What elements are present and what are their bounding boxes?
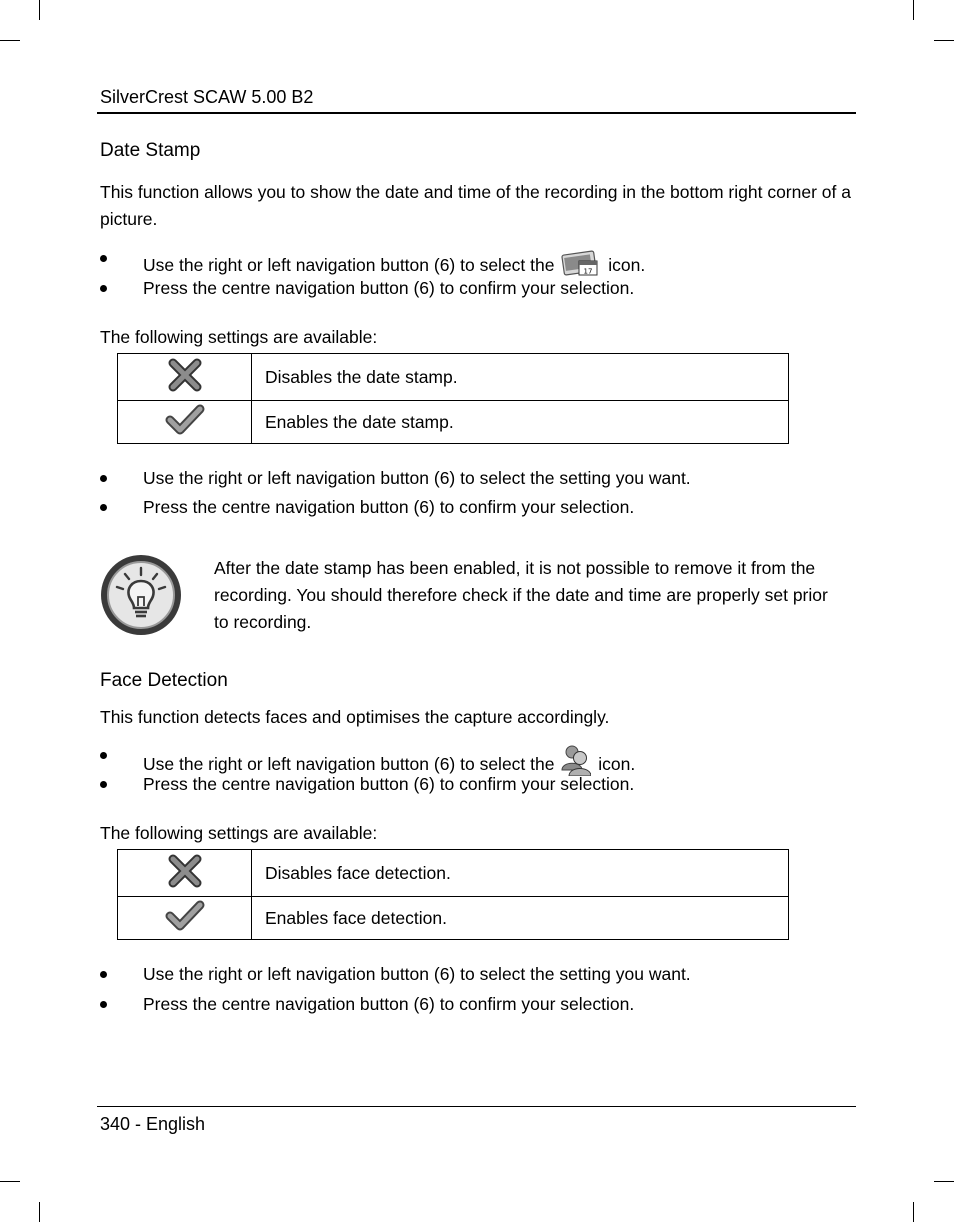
step-text: icon. xyxy=(608,255,646,275)
face-detection-step-4: Press the centre navigation button (6) to confirm your selection. xyxy=(143,994,635,1014)
date-stamp-note: After the date stamp has been enabled, it is not possible to remove it from the recording. You should therefore check if the date and time are properly set prior to recording. xyxy=(214,558,828,632)
bullet xyxy=(100,475,107,482)
bullet xyxy=(100,752,107,759)
section-heading-face-detection: Face Detection xyxy=(100,670,228,691)
bullet xyxy=(100,1001,107,1008)
bullet xyxy=(100,255,107,262)
date-stamp-step-4: Press the centre navigation button (6) to confirm your selection. xyxy=(143,497,635,517)
table-cell-icon xyxy=(118,897,252,940)
table-cell-icon xyxy=(118,850,252,897)
table-cell-label: Enables face detection. xyxy=(252,897,789,940)
table-cell-label: Disables face detection. xyxy=(252,850,789,897)
date-stamp-settings-intro: The following settings are available: xyxy=(100,327,378,347)
table-cell-icon xyxy=(118,354,252,401)
face-detection-step-2: Press the centre navigation button (6) to confirm your selection. xyxy=(143,774,635,794)
table-row xyxy=(118,897,789,940)
face-detection-settings-intro: The following settings are available: xyxy=(100,823,378,843)
check-icon xyxy=(165,403,205,437)
cross-icon xyxy=(165,853,205,889)
date-stamp-step-3: Use the right or left navigation button (6) to select the setting you want. xyxy=(143,468,691,488)
check-icon xyxy=(165,899,205,933)
table-row xyxy=(118,850,789,897)
bullet xyxy=(100,781,107,788)
table-row xyxy=(118,401,789,444)
step-text: Use the right or left navigation button (6) to select the xyxy=(143,255,555,275)
running-header: SilverCrest SCAW 5.00 B2 xyxy=(100,87,314,107)
table-cell-label: Disables the date stamp. xyxy=(252,354,789,401)
bullet xyxy=(100,285,107,292)
date-stamp-settings-table xyxy=(117,353,789,444)
footer-rule xyxy=(97,1106,856,1107)
date-stamp-intro: This function allows you to show the date and time of the recording in the bottom right corner of a picture. xyxy=(100,182,851,229)
lightbulb-icon xyxy=(99,553,183,642)
bullet xyxy=(100,971,107,978)
crop-mark xyxy=(0,40,20,41)
face-detection-step-3: Use the right or left navigation button (6) to select the setting you want. xyxy=(143,964,691,984)
step-text: Use the right or left navigation button (6) to select the xyxy=(143,754,555,774)
page-number: 340 - English xyxy=(100,1114,206,1134)
cross-icon xyxy=(165,357,205,393)
face-detection-settings-table xyxy=(117,849,789,940)
crop-mark xyxy=(39,1202,40,1222)
crop-mark xyxy=(934,40,954,41)
step-text: icon. xyxy=(598,754,636,774)
table-cell-label: Enables the date stamp. xyxy=(252,401,789,444)
table-cell-icon xyxy=(118,401,252,444)
header-rule xyxy=(97,112,856,114)
face-detection-intro: This function detects faces and optimises the capture accordingly. xyxy=(100,707,610,727)
crop-mark xyxy=(913,1202,914,1222)
bullet xyxy=(100,504,107,511)
crop-mark xyxy=(913,0,914,20)
table-row xyxy=(118,354,789,401)
section-heading-date-stamp: Date Stamp xyxy=(100,140,201,161)
crop-mark xyxy=(39,0,40,20)
date-stamp-step-2: Press the centre navigation button (6) to confirm your selection. xyxy=(143,278,635,298)
calendar-day: 17 xyxy=(583,267,593,276)
crop-mark xyxy=(0,1181,20,1182)
crop-mark xyxy=(934,1181,954,1182)
